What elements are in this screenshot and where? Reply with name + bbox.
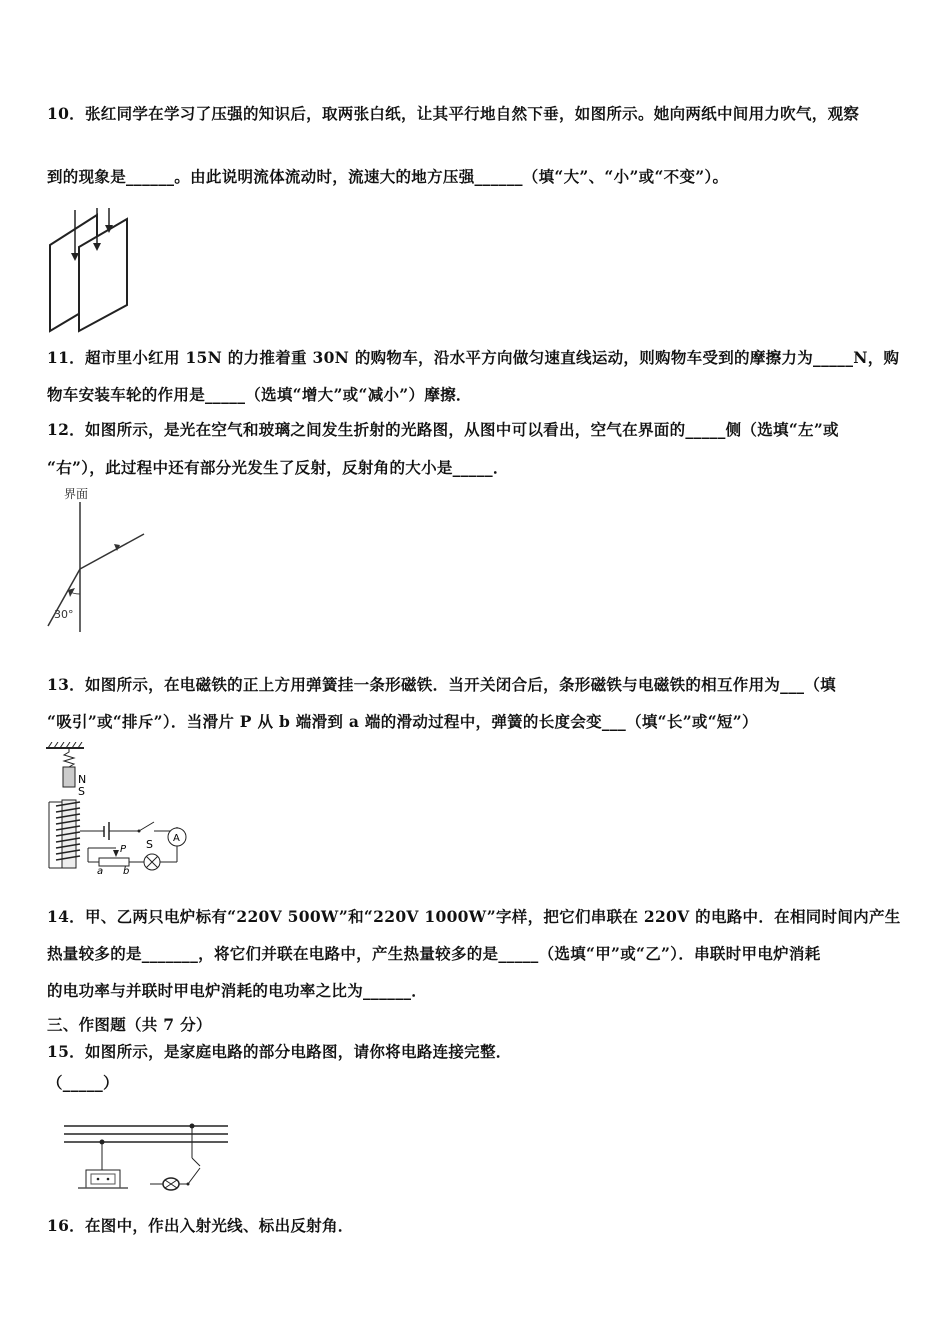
spring (64, 748, 74, 767)
rheostat-b-label: b (123, 866, 130, 874)
interface-label: 界面 (64, 487, 89, 501)
q13-line-1: 13．如图所示，在电磁铁的正上方用弹簧挂一条形磁铁．当开关闭合后，条形磁铁与电磁铁的相互作用为___（填 (47, 675, 836, 694)
q10-line-2: 到的现象是______。由此说明流体流动时，流速大的地方压强______（填“大”、“小”或“不变”）。 (47, 167, 729, 186)
rheostat (99, 858, 129, 866)
angle-label: 30° (54, 608, 74, 621)
ammeter-label: A (173, 833, 180, 844)
q11-line-2: 物车安装车轮的作用是_____（选填“增大”或“减小”）摩擦． (47, 385, 472, 404)
q11-line-1: 11．超市里小红用 15N 的力推着重 30N 的购物车，沿水平方向做匀速直线运动，则购物车受到的摩擦力为_____N，购 (47, 348, 900, 367)
switch-blade (188, 1168, 200, 1184)
q12-refraction-figure (40, 484, 150, 634)
q14-line-1: 14．甲、乙两只电炉标有“220V 500W”和“220V 1000W”字样，把它们串联在 220V 的电路中．在相同时间内产生 (47, 907, 901, 926)
socket-inner (91, 1174, 115, 1184)
q12-line-1: 12．如图所示，是光在空气和玻璃之间发生折射的光路图，从图中可以看出，空气在界面的_____侧（选填“左”或 (47, 420, 839, 439)
switch-pivot (138, 830, 141, 833)
q12-line-2: “右”），此过程中还有部分光发生了反射，反射角的大小是_____． (47, 458, 509, 477)
q14-line-3: 的电功率与并联时甲电炉消耗的电功率之比为______． (47, 981, 428, 1000)
refracted-ray (80, 534, 144, 569)
q15-household-circuit-figure (60, 1120, 235, 1200)
slider-arrow-icon (113, 850, 119, 857)
q14-line-2: 热量较多的是_______，将它们并联在电路中，产生热量较多的是_____（选填“甲”或“乙”）．串联时甲电炉消耗 (47, 944, 821, 963)
switch-label: S (146, 838, 153, 851)
q10-paper-figure (45, 205, 140, 335)
rheostat-a-label: a (97, 866, 104, 874)
q16-line-1: 16．在图中，作出入射光线、标出反射角． (47, 1216, 354, 1235)
magnet-s-label: S (78, 785, 85, 798)
q15-line-1: 15．如图所示，是家庭电路的部分电路图，请你将电路连接完整． (47, 1042, 512, 1061)
socket-hole (97, 1178, 100, 1181)
q13-electromagnet-figure (44, 742, 194, 874)
switch-blade (139, 822, 154, 831)
q13-line-2: “吸引”或“排斥”）．当滑片 P 从 b 端滑到 a 端的滑动过程中，弹簧的长度会变___（填“长”或“短”） (47, 712, 758, 731)
section-3-heading: 三、作图题（共 7 分） (47, 1015, 212, 1034)
wire (192, 1158, 200, 1166)
socket-hole (107, 1178, 110, 1181)
q15-answer-blank: （_____） (47, 1073, 119, 1092)
bar-magnet (63, 767, 75, 787)
slider-p-label: P (120, 844, 127, 855)
q10-line-1: 10．张红同学在学习了压强的知识后，取两张白纸，让其平行地自然下垂，如图所示。她向两纸中间用力吹气，观察 (47, 104, 860, 123)
switch-pivot (187, 1183, 190, 1186)
magnet-n-label: N (78, 773, 87, 786)
